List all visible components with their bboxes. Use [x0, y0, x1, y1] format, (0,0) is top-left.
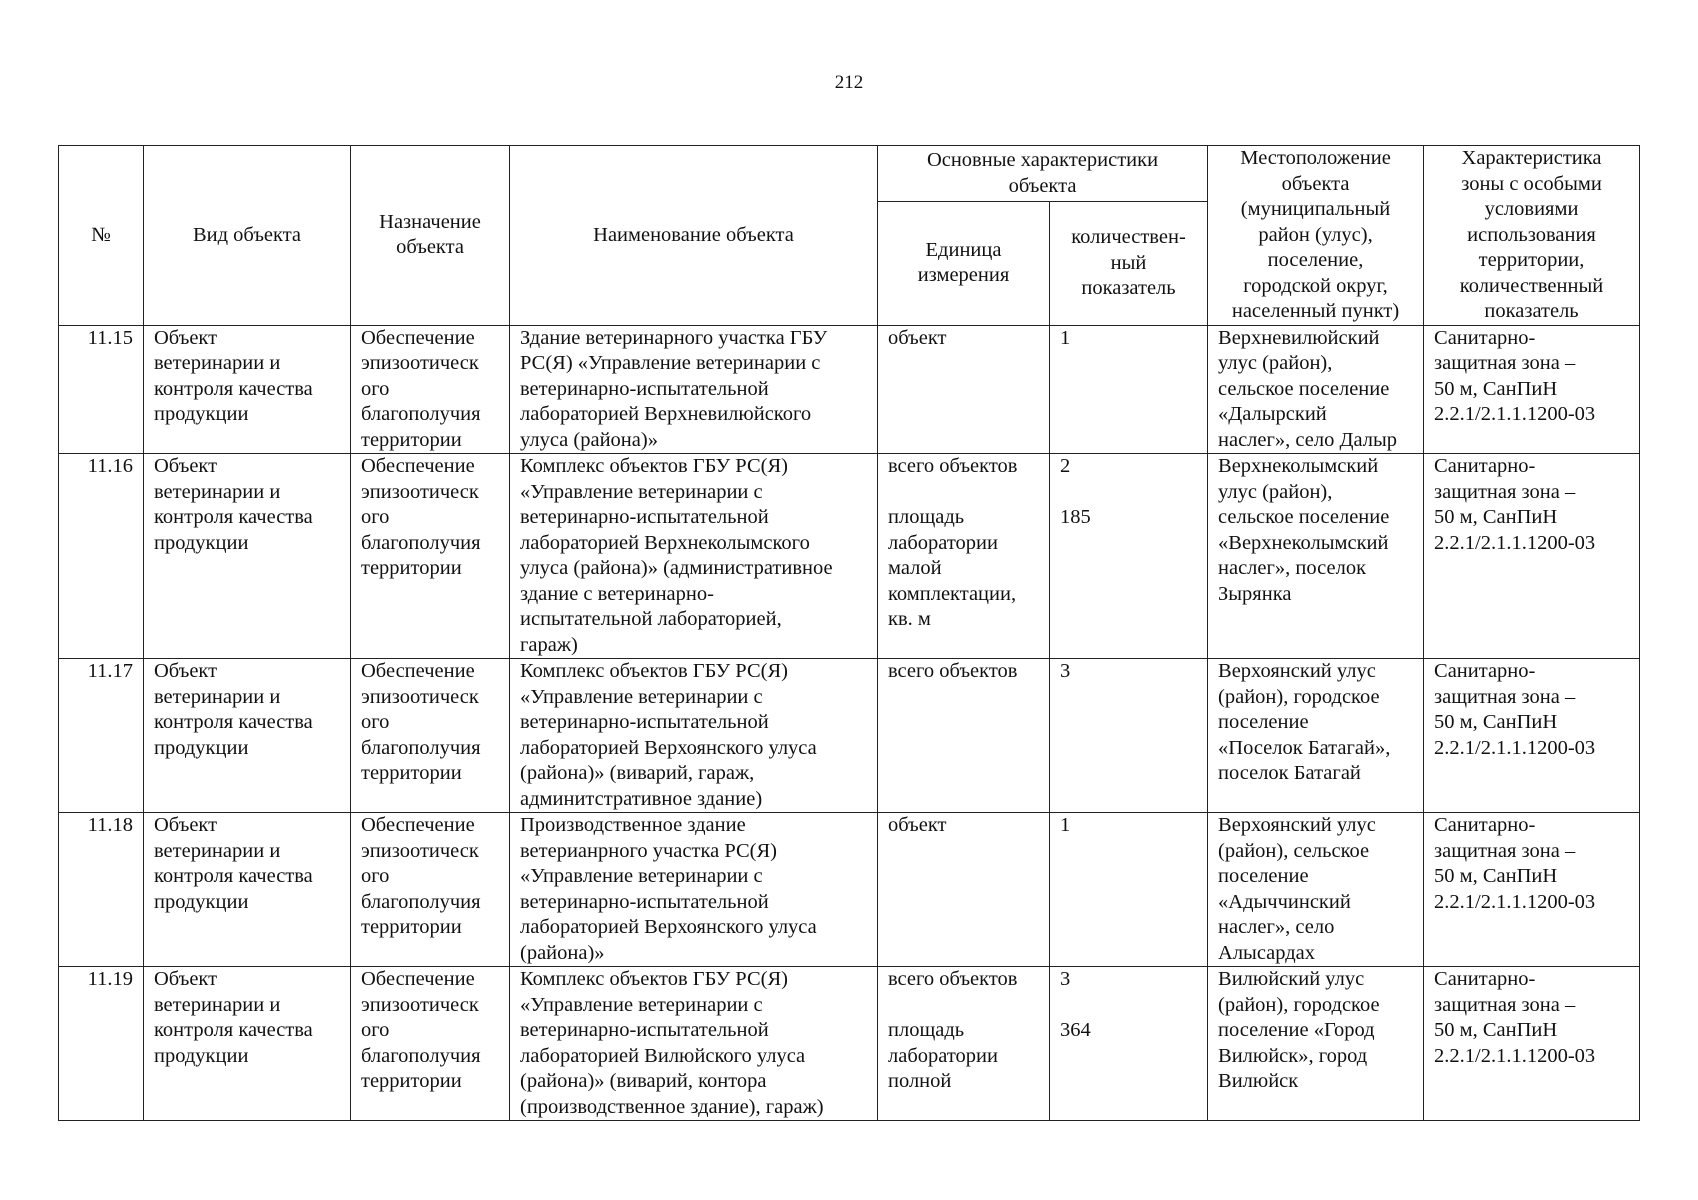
text-line: ого [361, 711, 390, 733]
text-line: малой [888, 557, 942, 579]
header-quantity [1050, 202, 1208, 325]
text-line: Здание ветеринарного участка ГБУ [520, 326, 828, 349]
text-line: ный [1110, 251, 1147, 274]
blank-line [888, 480, 1041, 506]
text-line: поселение, [1267, 249, 1364, 271]
cell-purpose [351, 967, 510, 1121]
header-name: Наименование объекта [510, 146, 878, 326]
text-line: продукции [154, 890, 249, 913]
cell-purpose [351, 454, 510, 659]
text-line: лабораторией Верхоянского улуса [520, 736, 817, 759]
text-line: Объект [154, 660, 218, 682]
text-line: Местоположение [1240, 147, 1391, 169]
text-line: защитная зона – [1434, 993, 1576, 1016]
text-line: Верхоянский улус [1218, 660, 1376, 682]
text-line: благополучия [361, 890, 481, 913]
text-line: продукции [154, 531, 249, 554]
text-line: эпизоотическ [361, 993, 479, 1016]
text-line: поселок Батагай [1218, 762, 1361, 784]
text-line: Комплекс объектов ГБУ РС(Я) [520, 660, 788, 682]
text-line: Верхоянский улус [1218, 814, 1376, 836]
text-line: наслег», село [1218, 916, 1335, 938]
cell-purpose [351, 325, 510, 454]
text-line: продукции [154, 736, 249, 759]
text-line: 2.2.1/2.1.1.1200-03 [1434, 531, 1596, 554]
cell-quantity [1050, 659, 1208, 813]
text-line: админитстративное здание) [520, 787, 763, 810]
text-line: измерения [917, 264, 1010, 287]
text-line: ветеринарии и [154, 685, 281, 708]
cell-zone [1424, 659, 1640, 813]
text-line: Объект [154, 968, 218, 990]
text-line: сельское поселение [1218, 377, 1390, 400]
header-characteristics [878, 146, 1208, 202]
text-line: улуса (района)» [520, 428, 658, 451]
text-line: 50 м, СанПиН [1434, 1019, 1558, 1041]
text-line: 50 м, СанПиН [1434, 865, 1558, 887]
text-line: лаборатории [888, 531, 998, 554]
cell-zone [1424, 325, 1640, 454]
text-line: Назначение [379, 210, 481, 233]
text-line: 50 м, СанПиН [1434, 506, 1558, 528]
text-line: продукции [154, 1044, 249, 1067]
text-line: Санитарно- [1434, 814, 1536, 836]
text-line: Обеспечение [361, 968, 475, 990]
text-line: (район), городское [1218, 685, 1380, 708]
text-line: ветеринарии и [154, 352, 281, 374]
text-line: кв. м [888, 608, 931, 630]
text-line: 364 [1060, 1019, 1091, 1041]
text-line: лабораторией Верхневилюйского [520, 403, 812, 425]
text-line: 2.2.1/2.1.1.1200-03 [1434, 890, 1596, 913]
text-line: показатель [1484, 300, 1579, 322]
blank-line [888, 993, 1041, 1019]
cell-zone [1424, 967, 1640, 1121]
text-line: «Далырский [1218, 403, 1327, 425]
text-line: Алысардах [1218, 941, 1316, 964]
text-line: ого [361, 865, 390, 887]
text-line: Вилюйский улус [1218, 968, 1365, 990]
text-line: здание с ветеринарно- [520, 582, 714, 605]
cell-location [1208, 967, 1424, 1121]
text-line: лаборатории [888, 1044, 998, 1067]
text-line: Верхнеколымский [1218, 455, 1379, 477]
text-line: Обеспечение [361, 326, 475, 349]
text-line: (муниципальный [1240, 198, 1391, 220]
text-line: территории [361, 916, 462, 938]
cell-name [510, 813, 878, 967]
text-line: территории [361, 1070, 462, 1092]
blank-line [1060, 993, 1199, 1019]
cell-quantity [1050, 325, 1208, 454]
text-line: «Верхнеколымский [1218, 531, 1389, 554]
text-line: объект [888, 814, 947, 836]
header-num: № [59, 146, 144, 326]
text-line: Санитарно- [1434, 660, 1536, 682]
cell-type [144, 454, 351, 659]
text-line: ветеринарии и [154, 993, 281, 1016]
cell-num: 11.16 [59, 454, 144, 659]
text-line: (район), сельское [1218, 839, 1370, 862]
text-line: условиями [1484, 198, 1579, 220]
text-line: район (улус), [1258, 223, 1373, 246]
cell-type [144, 659, 351, 813]
text-line: площадь [888, 506, 965, 528]
text-line: зоны с особыми [1461, 172, 1602, 195]
text-line: показатель [1081, 277, 1176, 300]
text-line: продукции [154, 403, 249, 425]
text-line: объекта [1281, 172, 1350, 195]
text-line: полной [888, 1070, 952, 1092]
text-line: Основные характеристики [926, 149, 1159, 172]
text-line: эпизоотическ [361, 839, 479, 862]
text-line: улуса (района)» (административное [520, 557, 833, 579]
text-line: благополучия [361, 531, 481, 554]
text-line: «Управление ветеринарии с [520, 685, 763, 708]
header-purpose [351, 146, 510, 326]
text-line: объект [888, 326, 947, 349]
cell-name [510, 967, 878, 1121]
cell-unit [878, 813, 1050, 967]
cell-type [144, 325, 351, 454]
text-line: эпизоотическ [361, 685, 479, 708]
cell-purpose [351, 659, 510, 813]
text-line: защитная зона – [1434, 839, 1576, 862]
text-line: (района)» (виварий, контора [520, 1070, 767, 1092]
cell-num: 11.17 [59, 659, 144, 813]
text-line: благополучия [361, 1044, 481, 1067]
cell-zone [1424, 454, 1640, 659]
text-line: Вилюйск [1218, 1070, 1299, 1092]
text-line: ветеринарно-испытательной [520, 1019, 769, 1041]
text-line: наслег», село Далыр [1218, 428, 1397, 451]
text-line: Обеспечение [361, 455, 475, 477]
header-zone [1424, 146, 1640, 326]
text-line: 1 [1060, 326, 1071, 349]
text-line: «Адыччинский [1218, 890, 1351, 913]
text-line: эпизоотическ [361, 480, 479, 503]
text-line: комплектации, [888, 582, 1017, 605]
text-line: Объект [154, 455, 218, 477]
cell-location [1208, 325, 1424, 454]
text-line: Санитарно- [1434, 455, 1536, 477]
text-line: защитная зона – [1434, 352, 1576, 374]
text-line: контроля качества [154, 377, 313, 400]
text-line: использования [1467, 223, 1596, 246]
text-line: лабораторией Вилюйского улуса [520, 1044, 806, 1067]
header-location [1208, 146, 1424, 326]
cell-quantity [1050, 967, 1208, 1121]
text-line: (района)» [520, 941, 605, 964]
text-line: защитная зона – [1434, 480, 1576, 503]
text-line: Санитарно- [1434, 326, 1536, 349]
text-line: Вилюйск», город [1218, 1044, 1368, 1067]
cell-name [510, 325, 878, 454]
text-line: объекта [1008, 174, 1077, 197]
text-line: территории, [1478, 249, 1585, 271]
cell-name [510, 454, 878, 659]
text-line: ого [361, 1019, 390, 1041]
text-line: «Управление ветеринарии с [520, 865, 763, 887]
text-line: (район), городское [1218, 993, 1380, 1016]
text-line: всего объектов [888, 455, 1018, 477]
cell-location [1208, 659, 1424, 813]
text-line: территории [361, 557, 462, 579]
cell-unit [878, 967, 1050, 1121]
table-row [59, 659, 1640, 813]
text-line: Верхневилюйский [1218, 326, 1380, 349]
cell-name [510, 659, 878, 813]
header-type: Вид объекта [144, 146, 351, 326]
text-line: контроля качества [154, 865, 313, 887]
page-number: 212 [834, 72, 864, 93]
text-line: РС(Я) «Управление ветеринарии с [520, 352, 821, 374]
text-line: ветеринарно-испытательной [520, 890, 769, 913]
text-line: 1 [1060, 814, 1071, 836]
text-line: территории [361, 762, 462, 784]
cell-num: 11.19 [59, 967, 144, 1121]
header-unit [878, 202, 1050, 325]
text-line: защитная зона – [1434, 685, 1576, 708]
text-line: лабораторией Верхоянского улуса [520, 916, 817, 938]
text-line: испытательной лабораторией, [520, 608, 782, 630]
text-line: Санитарно- [1434, 968, 1536, 990]
text-line: 185 [1060, 506, 1091, 528]
text-line: количественный [1459, 274, 1604, 297]
text-line: Обеспечение [361, 814, 475, 836]
cell-location [1208, 454, 1424, 659]
table-row [59, 967, 1640, 1121]
text-line: объекта [396, 236, 464, 259]
text-line: 2.2.1/2.1.1.1200-03 [1434, 1044, 1596, 1067]
cell-type [144, 967, 351, 1121]
cell-purpose [351, 813, 510, 967]
text-line: городской округ, [1243, 274, 1388, 297]
text-line: гараж) [520, 633, 578, 656]
text-line: территории [361, 428, 462, 451]
text-line: улус (район), [1218, 352, 1333, 374]
text-line: ого [361, 506, 390, 528]
text-line: 2.2.1/2.1.1.1200-03 [1434, 403, 1596, 425]
cell-unit [878, 325, 1050, 454]
objects-table [58, 145, 1640, 1121]
table-row [59, 813, 1640, 967]
cell-location [1208, 813, 1424, 967]
text-line: ветеринарно-испытательной [520, 711, 769, 733]
text-line: ветеринарии и [154, 480, 281, 503]
cell-quantity [1050, 454, 1208, 659]
text-line: благополучия [361, 736, 481, 759]
blank-line [1060, 480, 1199, 506]
text-line: поселение «Город [1218, 1019, 1375, 1041]
text-line: 2 [1060, 455, 1071, 477]
text-line: 3 [1060, 660, 1071, 682]
table-row [59, 454, 1640, 659]
text-line: ветеринарно-испытательной [520, 377, 769, 400]
text-line: (района)» (виварий, гараж, [520, 762, 755, 784]
text-line: Комплекс объектов ГБУ РС(Я) [520, 455, 788, 477]
cell-num: 11.18 [59, 813, 144, 967]
cell-unit [878, 454, 1050, 659]
text-line: «Управление ветеринарии с [520, 993, 763, 1016]
text-line: Характеристика [1461, 147, 1602, 169]
text-line: ветеринарно-испытательной [520, 506, 769, 528]
text-line: наслег», поселок [1218, 557, 1367, 579]
text-line: всего объектов [888, 660, 1018, 682]
text-line: количествен- [1071, 226, 1186, 249]
cell-num: 11.15 [59, 325, 144, 454]
text-line: 2.2.1/2.1.1.1200-03 [1434, 736, 1596, 759]
text-line: благополучия [361, 403, 481, 425]
text-line: Объект [154, 814, 218, 836]
text-line: всего объектов [888, 968, 1018, 990]
text-line: улус (район), [1218, 480, 1333, 503]
text-line: Зырянка [1218, 582, 1292, 605]
text-line: 50 м, СанПиН [1434, 377, 1558, 400]
text-line: Объект [154, 326, 218, 349]
text-line: поселение [1218, 711, 1309, 733]
text-line: площадь [888, 1019, 965, 1041]
text-line: 3 [1060, 968, 1071, 990]
text-line: 50 м, СанПиН [1434, 711, 1558, 733]
text-line: контроля качества [154, 1019, 313, 1041]
text-line: Комплекс объектов ГБУ РС(Я) [520, 968, 788, 990]
cell-zone [1424, 813, 1640, 967]
text-line: населенный пункт) [1231, 300, 1400, 322]
text-line: ветеринарии и [154, 839, 281, 862]
text-line: эпизоотическ [361, 352, 479, 374]
text-line: лабораторией Верхнеколымского [520, 531, 810, 554]
text-line: Единица [925, 238, 1002, 261]
text-line: контроля качества [154, 506, 313, 528]
cell-unit [878, 659, 1050, 813]
text-line: «Поселок Батагай», [1218, 736, 1391, 759]
text-line: контроля качества [154, 711, 313, 733]
text-line: «Управление ветеринарии с [520, 480, 763, 503]
text-line: Обеспечение [361, 660, 475, 682]
table-row [59, 325, 1640, 454]
text-line: Производственное здание [520, 814, 746, 836]
text-line: (производственное здание), гараж) [520, 1095, 824, 1118]
text-line: ого [361, 377, 390, 400]
cell-type [144, 813, 351, 967]
text-line: ветерианрного участка РС(Я) [520, 839, 777, 862]
text-line: сельское поселение [1218, 506, 1390, 528]
cell-quantity [1050, 813, 1208, 967]
text-line: поселение [1218, 865, 1309, 887]
